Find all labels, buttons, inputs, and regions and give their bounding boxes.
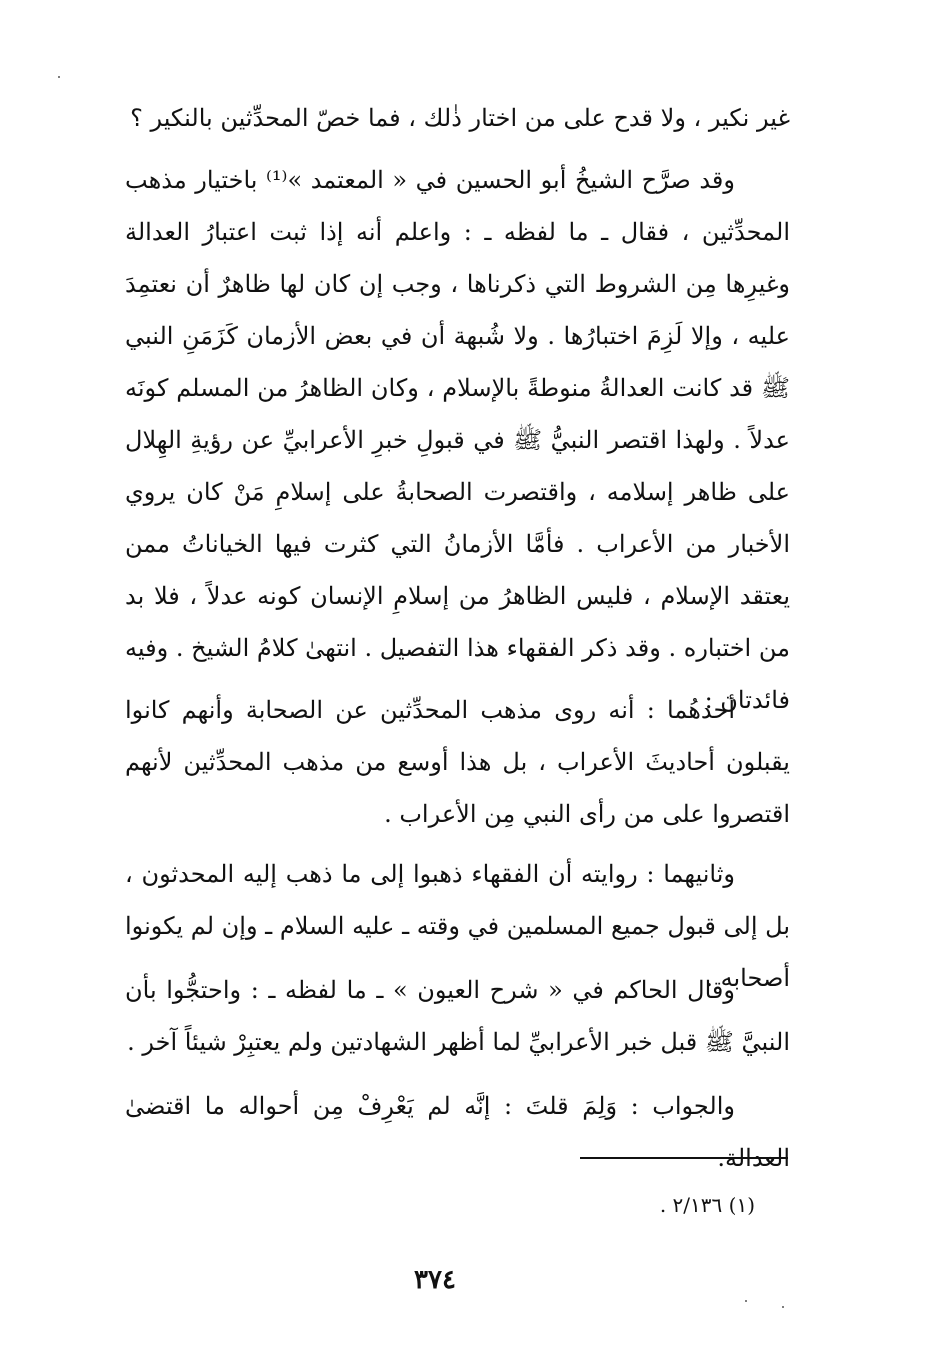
scan-speck xyxy=(745,1300,747,1302)
scan-speck xyxy=(782,1306,784,1308)
paragraph-hakim-quote: وقال الحاكم في « شرح العيون » ـ ما لفظه ـ : واحتجُّوا بأن النبيَّ ﷺ قبل خبر الأعرابيِّ لما أظهر الشهادتين ولم يعتبِرْ شيئاً آخر . xyxy=(125,976,790,1056)
footnote-text: (١) ٢/١٣٦ . xyxy=(659,1193,755,1217)
scan-speck xyxy=(58,76,60,78)
page-number: ٣٧٤ xyxy=(414,1265,456,1295)
paragraph-first-benefit: أحدهُما : أنه روى مذهب المحدِّثين عن الصحابة وأنهم كانوا يقبلون أحاديثَ الأعراب ، بل هذا أوسع من مذهب المحدِّثين لأنهم اقتصروا على من رأى النبي مِن الأعراب . xyxy=(125,696,790,828)
paragraph-answer: والجواب : وَلِمَ قلتَ : إنَّه لم يَعْرِفْ مِن أحواله ما اقتضىٰ العدالة. xyxy=(125,1092,790,1172)
paragraph-continuation: غير نكير ، ولا قدح على من اختار ذٰلك ، فما خصّ المحدِّثين بالنكير ؟ xyxy=(130,104,790,132)
footnote-divider xyxy=(580,1157,788,1159)
paragraph-second-benefit: وثانيهما : روايته أن الفقهاء ذهبوا إلى ما ذهب إليه المحدثون ، بل إلى قبول جميع المسلمين في وقته ـ عليه السلام ـ وإن لم يكونوا أصحابه . xyxy=(125,860,790,992)
paragraph-abu-al-husayn-quote: وقد صرَّح الشيخُ أبو الحسين في « المعتمد »⁽¹⁾ باختيار مذهب المحدِّثين ، فقال ـ ما لفظه ـ : واعلم أنه إذا ثبت اعتبارُ العدالة وغيرِها مِن الشروط التي ذكرناها ، وجب إن كان لها ظاهرٌ أن نعتمِدَ عليه ، وإلا لَزِمَ اختبارُها . ولا شُبهة أن في بعض الأزمان كَزَمَنِ النبي ﷺ قد كانت العدالةُ منوطةً بالإسلام ، وكان الظاهرُ من المسلم كونَه عدلاً . ولهذا اقتصر النبيُّ ﷺ في قبولِ خبرِ الأعرابيِّ عن رؤيةِ الهِلال على ظاهر إسلامه ، واقتصرت الصحابةُ على إسلامِ مَنْ كان يروي الأخبار من الأعراب . فأمَّا الأزمانُ التي كثرت فيها الخياناتُ ممن يعتقد الإسلام ، فليس الظاهرُ من إسلامِ الإنسان كونه عدلاً ، فلا بد من اختباره . وقد ذكر الفقهاء هذا التفصيل . انتهىٰ كلامُ الشيخ . وفيه فائدتان : xyxy=(125,166,790,714)
